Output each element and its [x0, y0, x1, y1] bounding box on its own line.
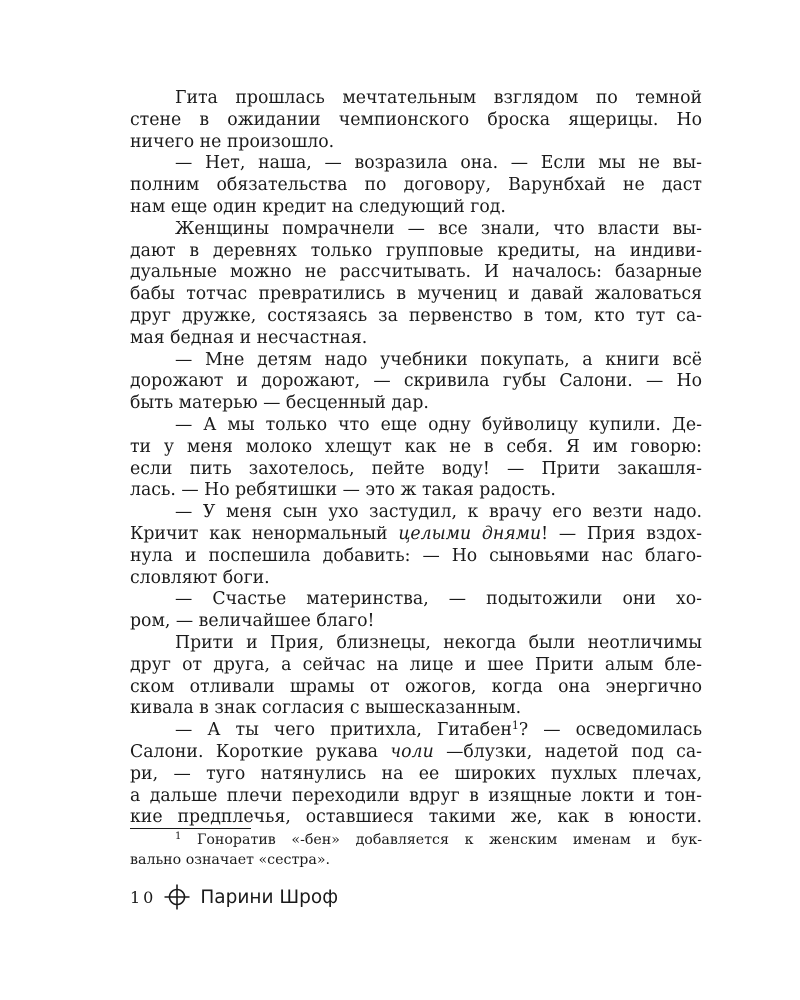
text-line: словляют боги. [130, 567, 270, 588]
body-text [130, 88, 702, 829]
italic-phrase: целыми днями [398, 523, 542, 544]
text-line: кие предплечья, оставшиеся такими же, как в юности. [130, 807, 702, 828]
text-line: бабы тотчас превратились в мучениц и давай жаловаться [130, 284, 702, 305]
text-line [130, 742, 702, 764]
text-line: — Счастье материнства, — подытожили они хо- [175, 589, 702, 610]
text-line: лась. — Но ребятишки — это ж такая радость. [130, 480, 556, 501]
text-line: — Нет, наша, — возразила она. — Если мы не вы- [175, 153, 702, 174]
author-name: Парини Шроф [200, 886, 339, 908]
text-line: Гита прошлась мечтательным взглядом по темной [175, 88, 702, 108]
text-line: дуальные можно не рассчитывать. И началось: базарные [130, 262, 702, 283]
text-segment: ? — осведомилась [518, 720, 702, 741]
text-line: ском отливали шрамы от ожогов, когда она энергично [130, 676, 702, 697]
text-line: — У меня сын ухо застудил, к врачу его везти надо. [175, 502, 702, 523]
text-line: друг дружке, состязаясь за первенство в том, кто тут са- [130, 305, 702, 326]
text-line: ром, — величайшее благо! [130, 611, 375, 632]
text-line: — Мне детям надо учебники покупать, а книги всё [175, 349, 702, 370]
footnote-line-2: вально означает «сестра». [130, 852, 331, 868]
footnote-line-1 [130, 830, 702, 850]
page-footer [130, 882, 338, 912]
text-line [130, 720, 702, 742]
text-line: нула и поспешила добавить: — Но сыновьями нас благо- [130, 545, 702, 566]
footnote-text-1: Гоноратив «-бен» добавляется к женским именам и бук- [181, 832, 702, 848]
text-line: мая бедная и несчастная. [130, 327, 368, 348]
text-segment: ! — Прия вздох- [541, 523, 702, 544]
italic-phrase: чоли [390, 741, 434, 762]
text-segment: Салони. Короткие рукава [130, 741, 391, 762]
footnote-reference: 1 [511, 719, 519, 733]
text-line: дорожают и дорожают, — скривила губы Салони. — Но [130, 371, 702, 392]
crosshair-icon [164, 884, 190, 910]
text-line: кивала в знак согласия с вышесказанным. [130, 698, 522, 719]
text-line: полним обязательства по договору, Варунбхай не даст [130, 175, 702, 196]
text-segment: — А ты чего притихла, Гитабен [175, 720, 512, 741]
text-line: Женщины помрачнели — все знали, что власти вы- [175, 218, 702, 239]
text-line: нам еще один кредит на следующий год. [130, 196, 506, 217]
text-segment: —блузки, надетой под са- [433, 741, 702, 762]
text-line: быть матерью — бесценный дар. [130, 393, 429, 414]
text-line: ри, — туго натянулись на ее широких пухлых плечах, [130, 763, 702, 784]
text-line: а дальше плечи переходили вдруг в изящные локти и тон- [130, 785, 702, 806]
text-line: — А мы только что еще одну буйволицу купили. Де- [175, 414, 702, 435]
footnote-marker: 1 [175, 831, 182, 842]
text-line: Прити и Прия, близнецы, некогда были неотличимы [175, 632, 702, 653]
text-segment: Кричит как ненормальный [130, 523, 399, 544]
text-line [130, 524, 702, 546]
page-number: 10 [130, 887, 157, 907]
footnote-rule [130, 828, 251, 829]
text-line: если пить захотелось, пейте воду! — Прити закашля- [130, 458, 702, 479]
text-line: дают в деревнях только групповые кредиты, на индиви- [130, 240, 702, 261]
text-line: ничего не произошло. [130, 131, 335, 152]
footnote [130, 830, 702, 870]
text-line: стене в ожидании чемпионского броска ящерицы. Но [130, 109, 702, 130]
text-line: друг от друга, а сейчас на лице и шее Прити алым бле- [130, 654, 702, 675]
text-line: ти у меня молоко хлещут как не в себя. Я им говорю: [130, 436, 702, 457]
